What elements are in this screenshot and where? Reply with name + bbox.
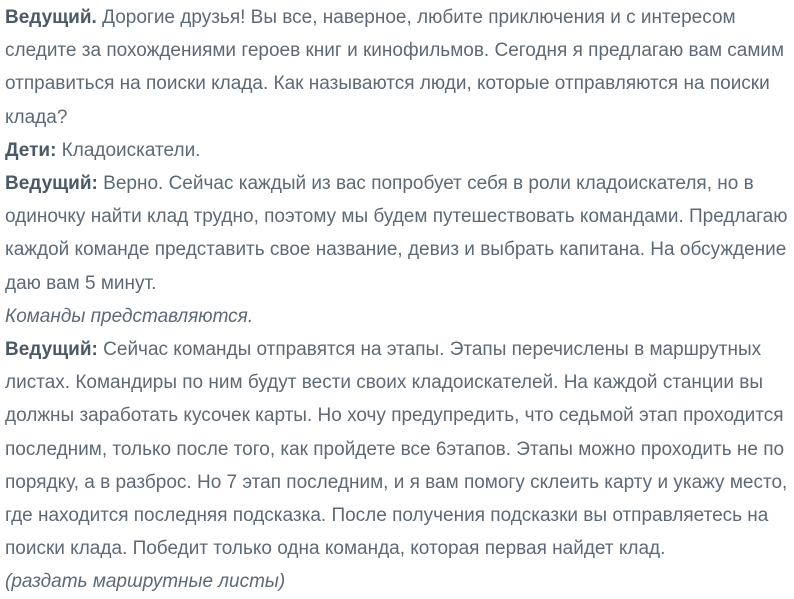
dialogue-text: Кладоискатели.: [56, 139, 201, 161]
paragraph: [5, 1, 788, 134]
paragraph: [5, 333, 788, 565]
paragraph: [5, 134, 788, 167]
speaker-label: Ведущий.: [5, 7, 97, 28]
speaker-label: Ведущий:: [5, 173, 98, 195]
paragraph: [5, 565, 788, 598]
paragraph: [5, 167, 788, 300]
dialogue-text: Верно. Сейчас каждый из вас попробует себя в роли кладоискателя, но в одиночку найти клад трудно, поэтому мы будем путешествовать командами. Предлагаю каждой команде представить свое название, девиз и выбрать капитана. На обсуждение даю вам 5 минут.: [5, 173, 788, 294]
stage-direction: Команды представляются.: [5, 305, 254, 327]
speaker-label: Дети:: [5, 139, 57, 161]
speaker-label: Ведущий:: [5, 339, 98, 361]
dialogue-text: Дорогие друзья! Вы все, наверное, любите приключения и с интересом следите за похождениями героев книг и кинофильмов. Сегодня я предлагаю вам самим отправиться на поиски клада. Как называются люди, которые отправляются на поиски клада?: [5, 7, 785, 128]
dialogue-text: Сейчас команды отправятся на этапы. Этапы перечислены в маршрутных листах. Командиры по ним будут вести своих кладоискателей. На каждой станции вы должны заработать кусочек карты. Но хочу предупредить, что седьмой этап проходится последним, только после того, как пройдете все 6этапов. Этапы можно проходить не по порядку, а в разброс. Но 7 этап последним, и я вам помогу склеить карту и укажу место, где находится последняя подсказка. После получения подсказки вы отправляетесь на поиски клада. Победит только одна команда, которая первая найдет клад.: [5, 339, 788, 560]
paragraph: [5, 300, 788, 333]
stage-direction: (раздать маршрутные листы): [5, 571, 286, 593]
